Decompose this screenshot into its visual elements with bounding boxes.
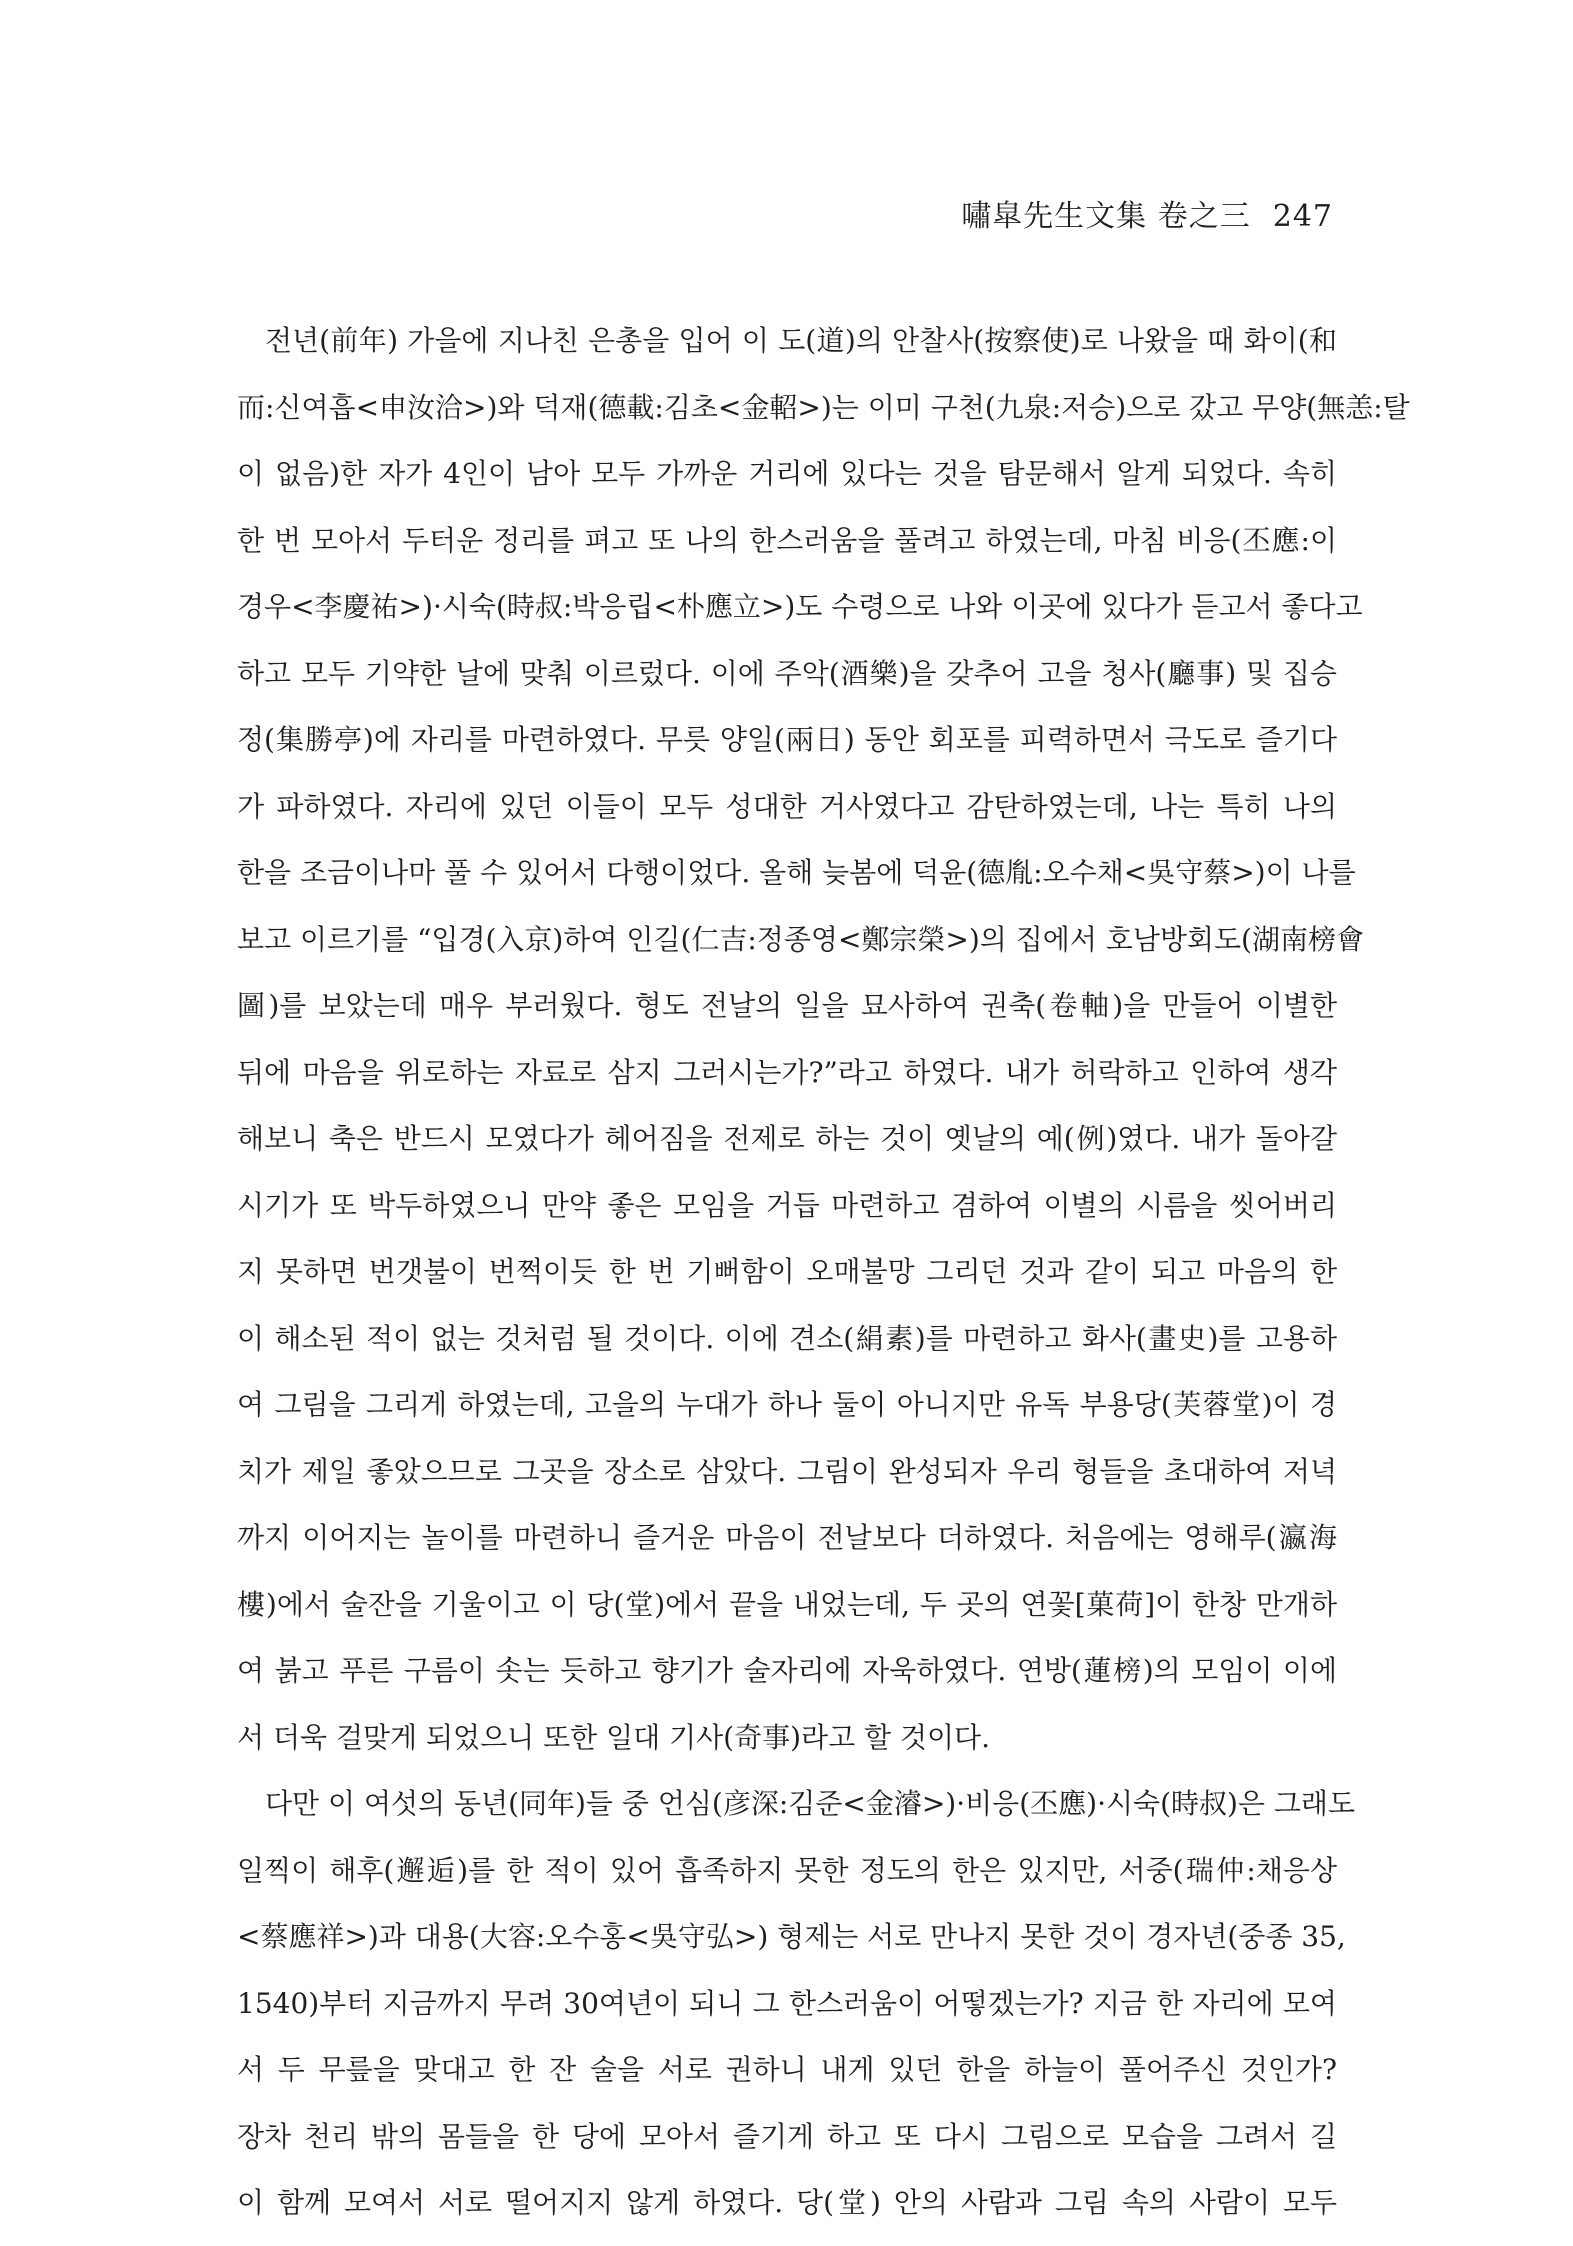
text-line: 가 파하였다. 자리에 있던 이들이 모두 성대한 거사였다고 감탄하였는데, 나는 특히 나의 — [237, 789, 1337, 823]
page-number: 247 — [1272, 199, 1333, 234]
text-line: 한 번 모아서 두터운 정리를 펴고 또 나의 한스러움을 풀려고 하였는데, 마침 비응(丕應:이 — [237, 523, 1337, 557]
text-line: 보고 이르기를 “입경(入京)하여 인길(仁吉:정종영<鄭宗榮>)의 집에서 호남방회도(湖南榜會 — [237, 922, 1364, 956]
text-line: 시기가 또 박두하였으니 만약 좋은 모임을 거듭 마련하고 겸하여 이별의 시름을 씻어버리 — [237, 1188, 1337, 1222]
text-line: 다만 이 여섯의 동년(同年)들 중 언심(彦深:김준<金濬>)·비응(丕應)·시숙(時叔)은 그래도 — [265, 1787, 1356, 1820]
text-line: 하고 모두 기약한 날에 맞춰 이르렀다. 이에 주악(酒樂)을 갖추어 고을 청사(廳事) 및 집승 — [237, 656, 1337, 690]
text-line: 지 못하면 번갯불이 번쩍이듯 한 번 기뻐함이 오매불망 그리던 것과 같이 되고 마음의 한 — [237, 1255, 1337, 1288]
text-line: 경우<李慶祐>)·시숙(時叔:박응립<朴應立>)도 수령으로 나와 이곳에 있다가 듣고서 좋다고 — [237, 590, 1363, 623]
text-line: 정(集勝亭)에 자리를 마련하였다. 무릇 양일(兩日) 동안 회포를 피력하면서 극도로 즐기다 — [237, 723, 1337, 756]
text-line: 까지 이어지는 놀이를 마련하니 즐거운 마음이 전날보다 더하였다. 처음에는 영해루(瀛海 — [237, 1521, 1337, 1554]
text-line: 해보니 축은 반드시 모였다가 헤어짐을 전제로 하는 것이 옛날의 예(例)였다. 내가 돌아갈 — [237, 1122, 1337, 1155]
text-line: 여 그림을 그리게 하였는데, 고을의 누대가 하나 둘이 아니지만 유독 부용당(芙蓉堂)이 경 — [237, 1388, 1337, 1421]
text-line: 이 없음)한 자가 4인이 남아 모두 가까운 거리에 있다는 것을 탐문해서 알게 되었다. 속히 — [237, 457, 1337, 490]
text-line: 1540)부터 지금까지 무려 30여년이 되니 그 한스러움이 어떻겠는가? 지금 한 자리에 모여 — [237, 1986, 1337, 2020]
text-line: 圖)를 보았는데 매우 부러웠다. 형도 전날의 일을 묘사하여 권축(卷軸)을 만들어 이별한 — [237, 989, 1337, 1022]
text-line: 한을 조금이나마 풀 수 있어서 다행이었다. 올해 늦봄에 덕윤(德胤:오수채<吳守蔡>)이 나를 — [237, 856, 1356, 889]
text-line: 이 함께 모여서 서로 떨어지지 않게 하였다. 당(堂) 안의 사람과 그림 속의 사람이 모두 — [237, 2186, 1337, 2219]
text-line: 일찍이 해후(邂逅)를 한 적이 있어 흡족하지 못한 정도의 한은 있지만, 서중(瑞仲:채응상 — [237, 1853, 1337, 1887]
text-line: <蔡應祥>)과 대용(大容:오수홍<吳守弘>) 형제는 서로 만나지 못한 것이 경자년(중종 35, — [237, 1920, 1346, 1953]
text-line: 이 해소된 적이 없는 것처럼 될 것이다. 이에 견소(絹素)를 마련하고 화사(畫史)를 고용하 — [237, 1321, 1337, 1355]
paragraph-end-line: 서 더욱 걸맞게 되었으니 또한 일대 기사(奇事)라고 할 것이다. — [237, 1720, 991, 1754]
running-header-inner — [961, 195, 1333, 239]
text-line: 서 두 무릎을 맞대고 한 잔 술을 서로 권하니 내게 있던 한을 하늘이 풀어주신 것인가? — [237, 2053, 1337, 2086]
text-line: 여 붉고 푸른 구름이 솟는 듯하고 향기가 술자리에 자욱하였다. 연방(蓮榜)의 모임이 이에 — [237, 1654, 1337, 1687]
running-header-title: 嘯皐先生文集 卷之三 — [961, 199, 1251, 234]
body-text — [237, 317, 1410, 2246]
text-line: 樓)에서 술잔을 기울이고 이 당(堂)에서 끝을 내었는데, 두 곳의 연꽃[菓荷]이 한창 만개하 — [237, 1587, 1337, 1621]
text-line: 전년(前年) 가을에 지나친 은총을 입어 이 도(道)의 안찰사(按察使)로 나왔을 때 화이(和 — [265, 324, 1337, 357]
text-line: 장차 천리 밖의 몸들을 한 당에 모아서 즐기게 하고 또 다시 그림으로 모습을 그려서 길 — [237, 2119, 1337, 2153]
text-line: 而:신여흡<申汝洽>)와 덕재(德載:김초<金軺>)는 이미 구천(九泉:저승)으로 갔고 무양(無恙:탈 — [237, 390, 1410, 424]
running-header — [0, 195, 1573, 239]
text-line: 뒤에 마음을 위로하는 자료로 삼지 그러시는가?”라고 하였다. 내가 허락하고 인하여 생각 — [237, 1055, 1337, 1089]
text-line: 치가 제일 좋았으므로 그곳을 장소로 삼았다. 그림이 완성되자 우리 형들을 초대하여 저녁 — [237, 1454, 1337, 1488]
